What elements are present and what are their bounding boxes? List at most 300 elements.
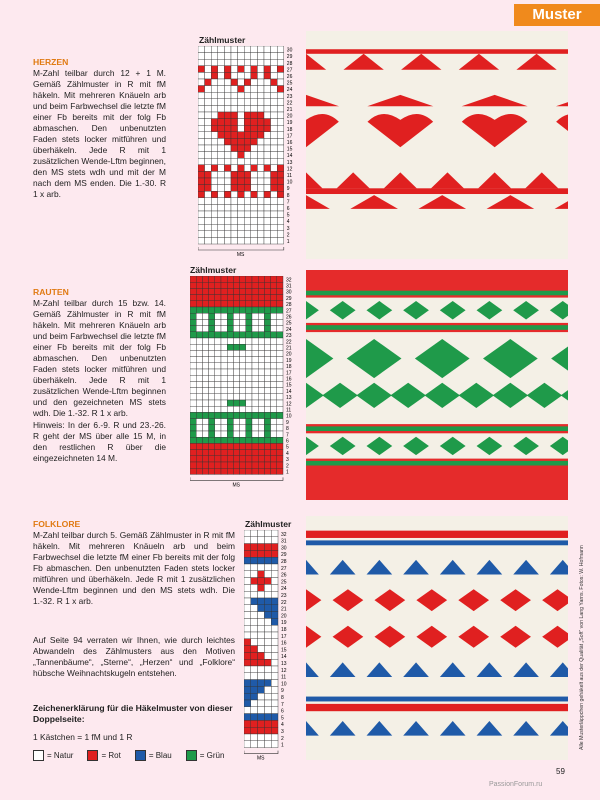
folklore-cell — [271, 646, 278, 653]
herzen-stripe — [306, 49, 568, 54]
rauten-cell — [277, 326, 283, 332]
herzen-cell — [238, 105, 245, 112]
folklore-cell — [271, 680, 278, 687]
herzen-chart-label: Zählmuster — [199, 35, 246, 45]
rauten-cell — [227, 338, 233, 344]
herzen-cell — [211, 204, 218, 211]
rauten-cell — [221, 462, 227, 468]
herzen-cell — [277, 46, 284, 53]
herzen-cell — [231, 125, 238, 132]
rauten-cell — [271, 313, 277, 319]
rauten-cell — [252, 375, 258, 381]
rauten-cell — [246, 295, 252, 301]
herzen-cell — [277, 59, 284, 66]
rauten-chart-label: Zählmuster — [190, 265, 237, 275]
herzen-cell — [264, 53, 271, 60]
rauten-cell — [252, 276, 258, 282]
rauten-cell — [258, 450, 264, 456]
rauten-cell — [196, 468, 202, 474]
rauten-cell — [271, 406, 277, 412]
folklore-cell — [244, 612, 251, 619]
herzen-cell — [257, 198, 264, 205]
herzen-cell — [264, 66, 271, 73]
rauten-cell — [240, 307, 246, 313]
rauten-cell — [271, 350, 277, 356]
herzen-cell — [244, 178, 251, 185]
rauten-cell — [196, 406, 202, 412]
rauten-cell — [196, 326, 202, 332]
rauten-cell — [190, 400, 196, 406]
herzen-cell — [238, 145, 245, 152]
herzen-cell — [231, 185, 238, 192]
rauten-cell — [277, 350, 283, 356]
rauten-cell — [264, 332, 270, 338]
herzen-cell — [238, 191, 245, 198]
rauten-cell — [246, 319, 252, 325]
rauten-cell — [190, 443, 196, 449]
herzen-cell — [257, 138, 264, 145]
folklore-cell — [264, 734, 271, 741]
herzen-cell — [277, 237, 284, 244]
rauten-cell — [215, 437, 221, 443]
herzen-cell — [238, 165, 245, 172]
rauten-row-number: 24 — [286, 326, 292, 333]
folklore-cell — [258, 652, 265, 659]
rauten-cell — [190, 468, 196, 474]
herzen-cell — [264, 158, 271, 165]
herzen-cell — [271, 46, 278, 53]
herzen-stripe — [306, 188, 568, 194]
folklore-cell — [271, 591, 278, 598]
folklore-cell — [244, 734, 251, 741]
herzen-cell — [251, 66, 258, 73]
rauten-cell — [215, 338, 221, 344]
folklore-cell — [258, 530, 265, 537]
herzen-cell — [257, 53, 264, 60]
rauten-cell — [209, 456, 215, 462]
folklore-row-number: 17 — [281, 633, 287, 640]
folklore-cell — [251, 686, 258, 693]
rauten-cell — [264, 450, 270, 456]
rauten-cell — [196, 338, 202, 344]
rauten-cell — [202, 431, 208, 437]
herzen-cell — [264, 72, 271, 79]
rauten-cell — [215, 406, 221, 412]
rauten-cell — [252, 412, 258, 418]
rauten-cell — [258, 301, 264, 307]
rauten-cell — [240, 394, 246, 400]
rauten-cell — [196, 456, 202, 462]
rauten-cell — [190, 450, 196, 456]
rauten-cell — [233, 381, 239, 387]
folklore-cell — [258, 693, 265, 700]
rauten-cell — [215, 375, 221, 381]
rauten-cell — [240, 425, 246, 431]
herzen-cell — [238, 204, 245, 211]
herzen-cell — [277, 66, 284, 73]
rauten-cell — [233, 357, 239, 363]
herzen-cell — [211, 185, 218, 192]
herzen-row-number: 30 — [286, 47, 293, 54]
rauten-cell — [271, 307, 277, 313]
herzen-cell — [198, 171, 205, 178]
folklore-cell — [271, 612, 278, 619]
folklore-cell — [251, 530, 258, 537]
rauten-cell — [209, 400, 215, 406]
rauten-cell — [277, 332, 283, 338]
rauten-cell — [277, 394, 283, 400]
herzen-cell — [251, 152, 258, 159]
folklore-cell — [264, 741, 271, 748]
rauten-cell — [215, 332, 221, 338]
herzen-cell — [244, 112, 251, 119]
rauten-cell — [227, 301, 233, 307]
rauten-cell — [215, 381, 221, 387]
rauten-cell — [277, 400, 283, 406]
herzen-cell — [218, 125, 225, 132]
herzen-cell — [205, 165, 212, 172]
rauten-cell — [233, 338, 239, 344]
rauten-cell — [209, 288, 215, 294]
herzen-cell — [224, 165, 231, 172]
herzen-cell — [264, 99, 271, 106]
herzen-cell — [231, 204, 238, 211]
herzen-text: M-Zahl teilbar durch 12 + 1 M. Gemäß Zählmuster in R mit fM häkeln. Mit mehreren Knäueln arb und beim Farbwechsel die letzte fM einer Fb bereits mit der folg Fb abmaschen. Den unbenutzten Faden stets locker mitführen und überhäkeln. Jede R mit 1 zusätzlichen Wende-Lftm beginnen, den MS stets wdh und mit der M nach dem MS enden. Die 1.-30. R 1 x arb. — [33, 68, 166, 199]
rauten-note: Hinweis: In der 6.-9. R und 23.-26. R geht der MS über alle 15 M, in den restlichen R über die eingezeichneten 14 M. — [33, 420, 166, 463]
rauten-cell — [221, 450, 227, 456]
folklore-cell — [264, 605, 271, 612]
herzen-cell — [271, 99, 278, 106]
rauten-cell — [202, 462, 208, 468]
rauten-row-number: 14 — [286, 388, 292, 395]
rauten-cell — [258, 288, 264, 294]
folklore-cell — [271, 693, 278, 700]
herzen-ms-bracket — [198, 247, 284, 250]
rauten-cell — [221, 350, 227, 356]
herzen-cell — [277, 231, 284, 238]
herzen-cell — [224, 86, 231, 93]
herzen-cell — [231, 171, 238, 178]
rauten-cell — [264, 431, 270, 437]
herzen-cell — [211, 119, 218, 126]
herzen-cell — [251, 79, 258, 86]
herzen-cell — [218, 119, 225, 126]
rauten-cell — [252, 468, 258, 474]
rauten-cell — [258, 394, 264, 400]
rauten-cell — [252, 462, 258, 468]
folklore-cell — [244, 693, 251, 700]
folklore-cell — [271, 537, 278, 544]
herzen-cell — [231, 231, 238, 238]
herzen-cell — [251, 112, 258, 119]
herzen-cell — [257, 204, 264, 211]
folklore-cell — [251, 727, 258, 734]
rauten-row-number: 22 — [286, 339, 292, 346]
rauten-cell — [196, 288, 202, 294]
herzen-cell — [251, 125, 258, 132]
folklore-photo-svg — [306, 516, 568, 760]
folklore-cell — [271, 550, 278, 557]
rauten-cell — [246, 326, 252, 332]
rauten-cell — [264, 326, 270, 332]
rauten-cell — [258, 443, 264, 449]
herzen-cell — [238, 185, 245, 192]
herzen-cell — [264, 204, 271, 211]
herzen-cell — [211, 125, 218, 132]
herzen-ms-label: MS — [236, 252, 245, 258]
folklore-cell — [251, 564, 258, 571]
rauten-cell — [221, 319, 227, 325]
rauten-row-number: 8 — [286, 426, 289, 433]
folklore-cell — [244, 673, 251, 680]
rauten-cell — [246, 375, 252, 381]
herzen-cell — [205, 46, 212, 53]
rauten-cell — [271, 326, 277, 332]
herzen-cell — [238, 218, 245, 225]
rauten-cell — [233, 462, 239, 468]
herzen-cell — [218, 46, 225, 53]
folklore-cell — [271, 557, 278, 564]
herzen-cell — [218, 92, 225, 99]
rauten-cell — [196, 350, 202, 356]
rauten-cell — [264, 307, 270, 313]
rauten-cell — [277, 307, 283, 313]
rauten-cell — [277, 276, 283, 282]
rauten-cell — [271, 357, 277, 363]
rauten-cell — [196, 295, 202, 301]
folklore-cell — [264, 707, 271, 714]
herzen-cell — [257, 237, 264, 244]
herzen-cell — [218, 158, 225, 165]
rauten-cell — [277, 319, 283, 325]
rauten-row-number: 10 — [286, 413, 292, 420]
rauten-cell — [221, 388, 227, 394]
rauten-cell — [252, 450, 258, 456]
swatch-blau — [135, 750, 146, 761]
herzen-cell — [211, 178, 218, 185]
herzen-cell — [277, 178, 284, 185]
rauten-cell — [240, 381, 246, 387]
herzen-cell — [277, 145, 284, 152]
herzen-cell — [238, 152, 245, 159]
rauten-cell — [227, 443, 233, 449]
herzen-row-number: 1 — [286, 239, 290, 246]
rauten-cell — [227, 363, 233, 369]
rauten-cell — [227, 276, 233, 282]
herzen-cell — [251, 119, 258, 126]
rauten-cell — [202, 332, 208, 338]
herzen-cell — [271, 86, 278, 93]
rauten-cell — [196, 276, 202, 282]
rauten-cell — [271, 450, 277, 456]
rauten-cell — [240, 344, 246, 350]
rauten-cell — [252, 357, 258, 363]
rauten-cell — [190, 313, 196, 319]
folklore-cell — [258, 639, 265, 646]
herzen-row-number: 13 — [286, 159, 293, 166]
folklore-cell — [264, 557, 271, 564]
herzen-cell — [251, 185, 258, 192]
herzen-cell — [271, 191, 278, 198]
folklore-row-number: 8 — [281, 694, 284, 701]
rauten-cell — [246, 394, 252, 400]
folklore-row-number: 26 — [281, 572, 287, 579]
herzen-cell — [198, 211, 205, 218]
herzen-cell — [257, 132, 264, 139]
folklore-cell — [264, 652, 271, 659]
folklore-cell — [244, 530, 251, 537]
rauten-cell — [233, 431, 239, 437]
rauten-cell — [190, 369, 196, 375]
herzen-cell — [257, 231, 264, 238]
folklore-cell — [271, 639, 278, 646]
rauten-cell — [221, 332, 227, 338]
herzen-cell — [277, 191, 284, 198]
herzen-cell — [205, 132, 212, 139]
herzen-cell — [244, 171, 251, 178]
herzen-cell — [271, 171, 278, 178]
rauten-cell — [196, 319, 202, 325]
rauten-cell — [190, 394, 196, 400]
rauten-cell — [246, 363, 252, 369]
folklore-cell — [258, 720, 265, 727]
herzen-cell — [238, 171, 245, 178]
rauten-cell — [252, 350, 258, 356]
herzen-cell — [271, 224, 278, 231]
herzen-cell — [277, 132, 284, 139]
rauten-cell — [240, 468, 246, 474]
folklore-cell — [258, 544, 265, 551]
herzen-cell — [211, 79, 218, 86]
rauten-cell — [202, 443, 208, 449]
rauten-cell — [271, 301, 277, 307]
rauten-cell — [221, 375, 227, 381]
rauten-cell — [277, 462, 283, 468]
herzen-cell — [277, 53, 284, 60]
rauten-cell — [233, 450, 239, 456]
rauten-cell — [202, 344, 208, 350]
rauten-cell — [227, 307, 233, 313]
rauten-cell — [252, 307, 258, 313]
herzen-cell — [271, 145, 278, 152]
rauten-cell — [264, 295, 270, 301]
herzen-cell — [244, 99, 251, 106]
rauten-cell — [215, 276, 221, 282]
rauten-cell — [277, 425, 283, 431]
herzen-cell — [211, 59, 218, 66]
herzen-cell — [231, 119, 238, 126]
herzen-cell — [277, 165, 284, 172]
herzen-cell — [211, 224, 218, 231]
herzen-cell — [264, 185, 271, 192]
folklore-row-number: 13 — [281, 660, 287, 667]
folklore-cell — [251, 591, 258, 598]
folklore-cell — [244, 686, 251, 693]
rauten-cell — [271, 412, 277, 418]
folklore-cell — [264, 659, 271, 666]
rauten-cell — [196, 412, 202, 418]
herzen-cell — [205, 224, 212, 231]
rauten-cell — [258, 282, 264, 288]
folklore-cell — [264, 564, 271, 571]
rauten-cell — [215, 388, 221, 394]
rauten-cell — [196, 450, 202, 456]
folklore-cell — [251, 598, 258, 605]
herzen-row-number: 10 — [286, 179, 293, 186]
folklore-cell — [251, 537, 258, 544]
rauten-cell — [271, 388, 277, 394]
rauten-cell — [240, 282, 246, 288]
herzen-cell — [211, 165, 218, 172]
rauten-cell — [240, 313, 246, 319]
rauten-cell — [196, 313, 202, 319]
folklore-cell — [258, 537, 265, 544]
herzen-cell — [198, 165, 205, 172]
rauten-cell — [233, 406, 239, 412]
folklore-cell — [251, 632, 258, 639]
herzen-row-number: 9 — [286, 186, 290, 193]
rauten-cell — [277, 288, 283, 294]
folklore-row-number: 19 — [281, 620, 287, 627]
rauten-cell — [246, 419, 252, 425]
rauten-cell — [252, 332, 258, 338]
rauten-cell — [209, 406, 215, 412]
rauten-row-number: 3 — [286, 457, 289, 464]
rauten-cell — [246, 357, 252, 363]
herzen-cell — [277, 218, 284, 225]
folklore-cell — [271, 605, 278, 612]
rauten-stripe — [306, 426, 568, 431]
herzen-cell — [277, 92, 284, 99]
herzen-cell — [218, 72, 225, 79]
folklore-stripe — [306, 540, 568, 545]
rauten-cell — [252, 344, 258, 350]
folklore-cell — [244, 680, 251, 687]
folklore-cell — [251, 666, 258, 673]
folklore-cell — [271, 652, 278, 659]
rauten-cell — [202, 419, 208, 425]
folklore-cell — [271, 720, 278, 727]
folklore-cell — [251, 612, 258, 619]
herzen-cell — [251, 171, 258, 178]
rauten-cell — [258, 363, 264, 369]
rauten-row-number: 20 — [286, 351, 292, 358]
rauten-cell — [258, 313, 264, 319]
rauten-cell — [258, 332, 264, 338]
folklore-cell — [244, 550, 251, 557]
rauten-row-number: 27 — [286, 308, 292, 315]
folklore-cell — [244, 605, 251, 612]
rauten-cell — [252, 295, 258, 301]
herzen-cell — [211, 72, 218, 79]
rauten-cell — [221, 456, 227, 462]
herzen-cell — [205, 231, 212, 238]
rauten-cell — [209, 431, 215, 437]
rauten-cell — [252, 443, 258, 449]
folklore-cell — [271, 666, 278, 673]
rauten-cell — [196, 369, 202, 375]
folklore-cell — [258, 686, 265, 693]
herzen-cell — [271, 72, 278, 79]
herzen-cell — [244, 92, 251, 99]
rauten-cell — [258, 462, 264, 468]
rauten-cell — [271, 381, 277, 387]
folklore-cell — [264, 714, 271, 721]
herzen-cell — [218, 53, 225, 60]
rauten-cell — [246, 344, 252, 350]
rauten-cell — [221, 412, 227, 418]
rauten-ms-label: MS — [232, 482, 240, 489]
